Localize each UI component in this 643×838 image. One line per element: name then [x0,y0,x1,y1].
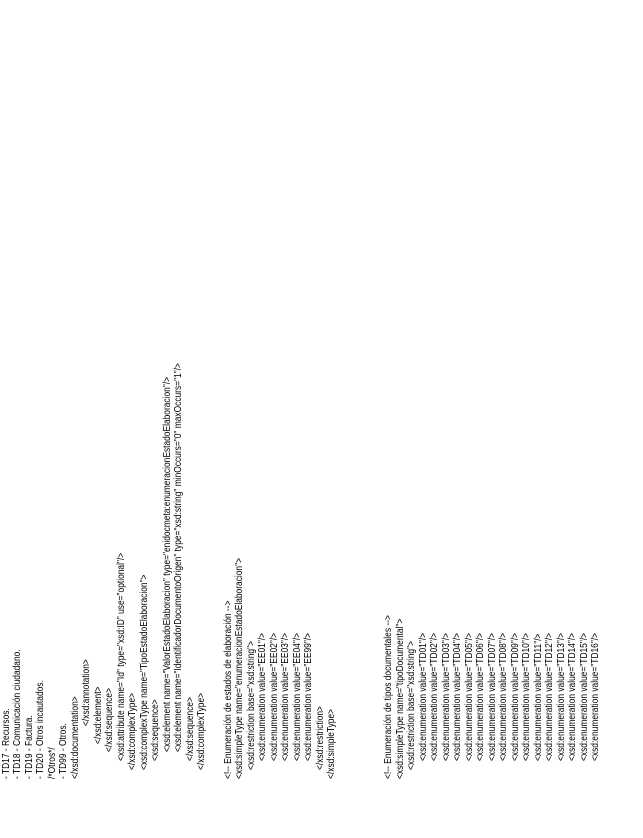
code-line: <xsd:enumeration value="EE99"/> [303,632,314,761]
code-line: <xsd:enumeration value="TD10"/> [521,632,532,761]
code-line: <xsd:enumeration value="TD01"/> [418,632,429,761]
code-line: <xsd:element name="ValorEstadoElaboracion" type="enidocmeta:enumeracionEstadoElaboracion"/> [162,376,173,752]
code-line: <xsd:attribute name="Id" type="xsd:ID" use="optional"/> [116,552,127,761]
code-line: </xsd:documentation> [70,696,81,779]
code-line: <xsd:complexType name="TipoEstadoElaboracion"> [139,574,150,770]
code-line: <xsd:enumeration value="TD02"/> [429,632,440,761]
code-line: <xsd:enumeration value="TD06"/> [475,632,486,761]
code-line: <xsd:restriction base="xsd:string"> [406,641,417,770]
code-line: <xsd:simpleType name="enumeracionEstadoElaboracion"> [234,558,245,779]
code-line: <xsd:enumeration value="TD05"/> [464,632,475,761]
code-line: </xsd:complexType> [196,692,207,770]
code-line: <xsd:element name="IdentificadorDocumentoOrigen" type="xsd:string" minOccurs="0" maxOccurs="1"/> [173,363,184,752]
code-line: <xsd:enumeration value="TD13"/> [556,632,567,761]
code-line: - TD18 - Comunicación ciudadano. [12,649,23,779]
code-line: <xsd:enumeration value="TD11"/> [533,633,544,761]
code-line: </xsd:element> [93,686,104,744]
code-line: <xsd:enumeration value="TD12"/> [544,632,555,761]
code-line: <xsd:enumeration value="TD04"/> [452,632,463,761]
code-line: - TD99 - Otros. [58,723,69,779]
code-line: <xsd:enumeration value="TD16"/> [590,632,601,761]
code-line: </xsd:restriction> [315,706,326,770]
code-line: <xsd:enumeration value="TD09"/> [510,632,521,761]
code-line: <!-- Enumeración de tipos documentales --> [383,615,394,779]
code-line: <xsd:simpleType name="tipoDocumental"> [395,618,406,779]
code-line: </xsd:sequence> [104,688,115,752]
code-line: </xsd:simpleType> [326,708,337,779]
code-line: </xsd:sequence> [185,697,196,761]
code-line: /*Otros*/ [47,747,58,779]
code-line: <xsd:enumeration value="EE02"/> [269,632,280,761]
code-line: </xsd:complexType> [127,692,138,770]
code-line: <xsd:enumeration value="TD15"/> [579,632,590,761]
code-line: - TD17 - Recursos. [1,708,12,779]
code-line: <xsd:restriction base="xsd:string"> [246,641,257,770]
code-line: - TD20 - Otros incautados. [35,680,46,779]
code-line: </xsd:annotation> [81,659,92,726]
code-line: <!-- Enumeración de estados de elaboración --> [223,600,234,779]
code-line: <xsd:sequence> [150,699,161,761]
code-line: <xsd:enumeration value="TD03"/> [441,632,452,761]
code-line: <xsd:enumeration value="TD14"/> [567,632,578,761]
code-line: <xsd:enumeration value="TD07"/> [487,632,498,761]
code-line: <xsd:enumeration value="EE04"/> [292,632,303,761]
code-line: <xsd:enumeration value="EE01"/> [257,632,268,761]
code-line: <xsd:enumeration value="EE03"/> [280,632,291,761]
code-line: <xsd:enumeration value="TD08"/> [498,632,509,761]
code-line: - TD19 - Factura. [24,715,35,779]
